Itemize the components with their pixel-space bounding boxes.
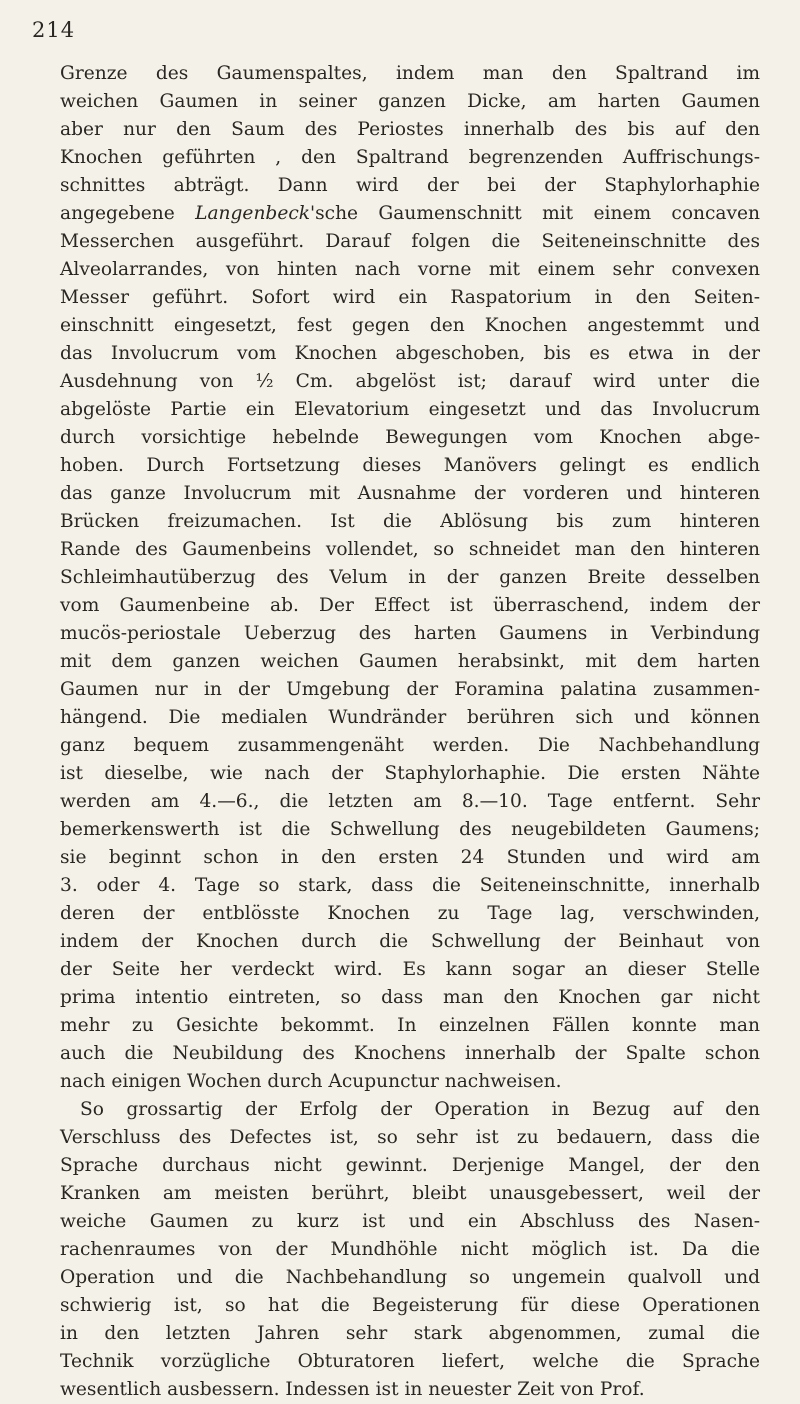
text-line [60, 1348, 760, 1376]
text-segment: aber nur den Saum des Periostes innerhalb des bis auf den [60, 119, 760, 140]
text-line [60, 536, 760, 564]
text-segment: Rande des Gaumenbeins vollendet, so schneidet man den hinteren [60, 539, 760, 560]
text-segment: schwierig ist, so hat die Begeisterung für diese Operationen [60, 1295, 760, 1316]
text-segment: vom Gaumenbeine ab. Der Effect ist überraschend, indem der [60, 595, 760, 616]
text-line [60, 1096, 760, 1124]
text-segment: Ausdehnung von ½ Cm. abgelöst ist; darauf wird unter die [60, 371, 760, 392]
text-segment: der Seite her verdeckt wird. Es kann sogar an dieser Stelle [60, 959, 760, 980]
text-line [60, 1012, 760, 1040]
text-line [60, 340, 760, 368]
text-segment: schnittes abträgt. Dann wird der bei der Staphylorhaphie [60, 175, 760, 196]
text-segment: das Involucrum vom Knochen abgeschoben, bis es etwa in der [60, 343, 760, 364]
text-line [60, 788, 760, 816]
text-segment: hängend. Die medialen Wundränder berühren sich und können [60, 707, 760, 728]
text-segment: Operation und die Nachbehandlung so ungemein qualvoll und [60, 1267, 760, 1288]
text-line [60, 508, 760, 536]
text-segment: ganz bequem zusammengenäht werden. Die Nachbehandlung [60, 735, 760, 756]
text-line [60, 760, 760, 788]
text-line [60, 1236, 760, 1264]
text-segment: werden am 4.—6., die letzten am 8.—10. Tage entfernt. Sehr [60, 791, 760, 812]
italic-name: Langenbeck' [195, 203, 316, 224]
text-line [60, 172, 760, 200]
text-line [60, 704, 760, 732]
text-line [60, 648, 760, 676]
text-segment: ist dieselbe, wie nach der Staphylorhaphie. Die ersten Nähte [60, 763, 760, 784]
text-segment: Kranken am meisten berührt, bleibt unausgebessert, weil der [60, 1183, 760, 1204]
text-line [60, 592, 760, 620]
text-segment: in den letzten Jahren sehr stark abgenommen, zumal die [60, 1323, 760, 1344]
text-line [60, 396, 760, 424]
text-line [60, 1320, 760, 1348]
text-segment: einschnitt eingesetzt, fest gegen den Knochen angestemmt und [60, 315, 760, 336]
text-line [60, 368, 760, 396]
text-segment: mit dem ganzen weichen Gaumen herabsinkt, mit dem harten [60, 651, 760, 672]
text-segment: durch vorsichtige hebelnde Bewegungen vom Knochen abge- [60, 427, 760, 448]
text-segment: So grossartig der Erfolg der Operation in Bezug auf den [80, 1099, 760, 1120]
text-segment: Alveolarrandes, von hinten nach vorne mit einem sehr convexen [60, 259, 760, 280]
text-segment: sie beginnt schon in den ersten 24 Stunden und wird am [60, 847, 760, 868]
text-line [60, 228, 760, 256]
text-segment: abgelöste Partie ein Elevatorium eingesetzt und das Involucrum [60, 399, 760, 420]
text-segment: weichen Gaumen in seiner ganzen Dicke, am harten Gaumen [60, 91, 760, 112]
text-line [60, 1292, 760, 1320]
text-line [60, 564, 760, 592]
text-line [60, 452, 760, 480]
text-segment: mehr zu Gesichte bekommt. In einzelnen Fällen konnte man [60, 1015, 760, 1036]
text-line [60, 1152, 760, 1180]
text-segment: Verschluss des Defectes ist, so sehr ist zu bedauern, dass die [60, 1127, 760, 1148]
text-segment: 3. oder 4. Tage so stark, dass die Seiteneinschnitte, innerhalb [60, 875, 760, 896]
text-segment: nach einigen Wochen durch Acupunctur nachweisen. [60, 1071, 562, 1092]
text-line [60, 200, 760, 228]
text-segment: bemerkenswerth ist die Schwellung des neugebildeten Gaumens; [60, 819, 760, 840]
text-segment: angegebene [60, 203, 196, 224]
text-line [60, 284, 760, 312]
text-line [60, 900, 760, 928]
text-line [60, 1124, 760, 1152]
text-segment: Knochen geführten , den Spaltrand begrenzenden Auffrischungs- [60, 147, 760, 168]
text-segment: hoben. Durch Fortsetzung dieses Manövers gelingt es endlich [60, 455, 760, 476]
text-segment: Brücken freizumachen. Ist die Ablösung bis zum hinteren [60, 511, 760, 532]
text-line [60, 1180, 760, 1208]
text-line [60, 480, 760, 508]
text-line [60, 1208, 760, 1236]
text-line [60, 956, 760, 984]
text-line [60, 60, 760, 88]
text-line [60, 928, 760, 956]
text-segment: Messer geführt. Sofort wird ein Raspatorium in den Seiten- [60, 287, 760, 308]
text-line [60, 1040, 760, 1068]
text-line [60, 872, 760, 900]
text-line [60, 620, 760, 648]
text-segment: sche Gaumenschnitt mit einem concaven [315, 203, 760, 224]
text-segment: Schleimhautüberzug des Velum in der ganzen Breite desselben [60, 567, 760, 588]
text-line [60, 816, 760, 844]
text-line [60, 116, 760, 144]
text-line [60, 144, 760, 172]
text-line [60, 424, 760, 452]
text-line [60, 256, 760, 284]
text-line [60, 312, 760, 340]
text-line [60, 1264, 760, 1292]
text-line [60, 844, 760, 872]
text-line [60, 1068, 760, 1096]
text-segment: mucös-periostale Ueberzug des harten Gaumens in Verbindung [60, 623, 760, 644]
text-segment: indem der Knochen durch die Schwellung der Beinhaut von [60, 931, 760, 952]
text-segment: weiche Gaumen zu kurz ist und ein Abschluss des Nasen- [60, 1211, 760, 1232]
text-segment: Messerchen ausgeführt. Darauf folgen die Seiteneinschnitte des [60, 231, 760, 252]
text-segment: Grenze des Gaumenspaltes, indem man den Spaltrand im [60, 63, 760, 84]
text-line [60, 1376, 760, 1404]
text-line [60, 732, 760, 760]
text-line [60, 676, 760, 704]
text-segment: auch die Neubildung des Knochens innerhalb der Spalte schon [60, 1043, 760, 1064]
text-segment: wesentlich ausbessern. Indessen ist in neuester Zeit von Prof. [60, 1379, 645, 1400]
text-line [60, 984, 760, 1012]
text-line [60, 88, 760, 116]
text-segment: rachenraumes von der Mundhöhle nicht möglich ist. Da die [60, 1239, 760, 1260]
text-segment: Technik vorzügliche Obturatoren liefert, welche die Sprache [60, 1351, 760, 1372]
text-segment: das ganze Involucrum mit Ausnahme der vorderen und hinteren [60, 483, 760, 504]
text-segment: Sprache durchaus nicht gewinnt. Derjenige Mangel, der den [60, 1155, 760, 1176]
text-segment: Gaumen nur in der Umgebung der Foramina palatina zusammen- [60, 679, 760, 700]
body-text [60, 60, 760, 1404]
text-segment: deren der entblösste Knochen zu Tage lag, verschwinden, [60, 903, 760, 924]
text-segment: prima intentio eintreten, so dass man den Knochen gar nicht [60, 987, 760, 1008]
page-number: 214 [32, 18, 76, 42]
